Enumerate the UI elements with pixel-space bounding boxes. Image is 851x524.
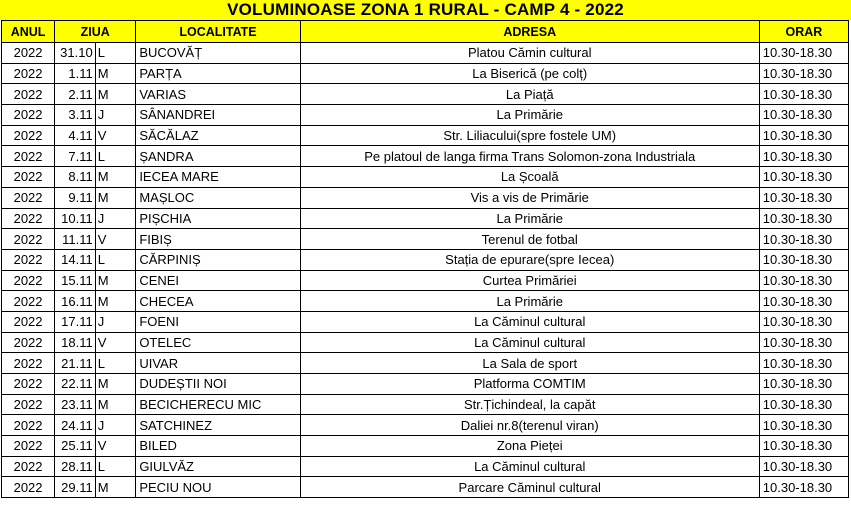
cell-date: 21.11 xyxy=(55,353,96,374)
cell-hours: 10.30-18.30 xyxy=(759,374,848,395)
cell-hours: 10.30-18.30 xyxy=(759,84,848,105)
cell-hours: 10.30-18.30 xyxy=(759,208,848,229)
table-row xyxy=(2,146,849,167)
cell-hours: 10.30-18.30 xyxy=(759,63,848,84)
cell-date: 4.11 xyxy=(55,125,96,146)
cell-year: 2022 xyxy=(2,229,55,250)
cell-year: 2022 xyxy=(2,105,55,126)
cell-locality: SATCHINEZ xyxy=(136,415,300,436)
cell-address: La Piață xyxy=(300,84,759,105)
cell-hours: 10.30-18.30 xyxy=(759,477,848,498)
cell-locality: SĂCĂLAZ xyxy=(136,125,300,146)
cell-address: Stația de epurare(spre Iecea) xyxy=(300,249,759,270)
cell-hours: 10.30-18.30 xyxy=(759,415,848,436)
column-header-locality: LOCALITATE xyxy=(136,21,300,43)
cell-date: 9.11 xyxy=(55,187,96,208)
cell-address: Daliei nr.8(terenul viran) xyxy=(300,415,759,436)
cell-address: La Primărie xyxy=(300,291,759,312)
cell-year: 2022 xyxy=(2,63,55,84)
cell-year: 2022 xyxy=(2,43,55,64)
column-header-year: ANUL xyxy=(2,21,55,43)
sheet-title: VOLUMINOASE ZONA 1 RURAL - CAMP 4 - 2022 xyxy=(0,0,851,20)
table-row xyxy=(2,249,849,270)
schedule-table xyxy=(1,20,849,498)
cell-hours: 10.30-18.30 xyxy=(759,249,848,270)
cell-year: 2022 xyxy=(2,84,55,105)
cell-address: Str. Liliacului(spre fostele UM) xyxy=(300,125,759,146)
cell-address: La Biserică (pe colț) xyxy=(300,63,759,84)
cell-day-of-week: L xyxy=(95,456,136,477)
cell-locality: IECEA MARE xyxy=(136,167,300,188)
cell-day-of-week: V xyxy=(95,229,136,250)
cell-day-of-week: V xyxy=(95,125,136,146)
cell-address: Curtea Primăriei xyxy=(300,270,759,291)
cell-day-of-week: J xyxy=(95,415,136,436)
cell-date: 10.11 xyxy=(55,208,96,229)
cell-address: Parcare Căminul cultural xyxy=(300,477,759,498)
cell-hours: 10.30-18.30 xyxy=(759,167,848,188)
cell-address: La Sala de sport xyxy=(300,353,759,374)
cell-address: Vis a vis de Primărie xyxy=(300,187,759,208)
cell-locality: SÂNANDREI xyxy=(136,105,300,126)
cell-locality: MAȘLOC xyxy=(136,187,300,208)
cell-hours: 10.30-18.30 xyxy=(759,146,848,167)
cell-locality: GIULVĂZ xyxy=(136,456,300,477)
table-row xyxy=(2,353,849,374)
cell-locality: ȘANDRA xyxy=(136,146,300,167)
cell-year: 2022 xyxy=(2,477,55,498)
cell-hours: 10.30-18.30 xyxy=(759,456,848,477)
cell-day-of-week: J xyxy=(95,311,136,332)
cell-day-of-week: M xyxy=(95,477,136,498)
cell-locality: PARȚA xyxy=(136,63,300,84)
cell-date: 3.11 xyxy=(55,105,96,126)
cell-year: 2022 xyxy=(2,167,55,188)
cell-hours: 10.30-18.30 xyxy=(759,332,848,353)
cell-day-of-week: L xyxy=(95,249,136,270)
cell-address: Str.Țichindeal, la capăt xyxy=(300,394,759,415)
cell-locality: BUCOVĂȚ xyxy=(136,43,300,64)
table-row xyxy=(2,394,849,415)
table-row xyxy=(2,43,849,64)
cell-date: 15.11 xyxy=(55,270,96,291)
cell-hours: 10.30-18.30 xyxy=(759,187,848,208)
cell-hours: 10.30-18.30 xyxy=(759,291,848,312)
table-row xyxy=(2,187,849,208)
cell-address: Zona Pieței xyxy=(300,436,759,457)
cell-date: 8.11 xyxy=(55,167,96,188)
cell-date: 24.11 xyxy=(55,415,96,436)
cell-day-of-week: V xyxy=(95,332,136,353)
cell-locality: BECICHERECU MIC xyxy=(136,394,300,415)
cell-year: 2022 xyxy=(2,208,55,229)
cell-day-of-week: J xyxy=(95,105,136,126)
cell-locality: FOENI xyxy=(136,311,300,332)
table-row xyxy=(2,311,849,332)
column-header-address: ADRESA xyxy=(300,21,759,43)
cell-locality: OTELEC xyxy=(136,332,300,353)
cell-year: 2022 xyxy=(2,291,55,312)
table-row xyxy=(2,332,849,353)
cell-day-of-week: V xyxy=(95,436,136,457)
table-row xyxy=(2,374,849,395)
cell-locality: FIBIȘ xyxy=(136,229,300,250)
cell-hours: 10.30-18.30 xyxy=(759,43,848,64)
cell-address: Terenul de fotbal xyxy=(300,229,759,250)
cell-year: 2022 xyxy=(2,374,55,395)
cell-day-of-week: M xyxy=(95,270,136,291)
cell-hours: 10.30-18.30 xyxy=(759,125,848,146)
cell-address: Pe platoul de langa firma Trans Solomon-zona Industriala xyxy=(300,146,759,167)
table-row xyxy=(2,270,849,291)
column-header-date: ZIUA xyxy=(55,21,136,43)
table-row xyxy=(2,456,849,477)
cell-day-of-week: L xyxy=(95,353,136,374)
cell-date: 7.11 xyxy=(55,146,96,167)
cell-day-of-week: M xyxy=(95,84,136,105)
table-row xyxy=(2,125,849,146)
table-row xyxy=(2,167,849,188)
table-row xyxy=(2,208,849,229)
cell-date: 14.11 xyxy=(55,249,96,270)
cell-date: 28.11 xyxy=(55,456,96,477)
table-row xyxy=(2,477,849,498)
cell-day-of-week: L xyxy=(95,43,136,64)
cell-day-of-week: M xyxy=(95,374,136,395)
cell-locality: BILED xyxy=(136,436,300,457)
cell-day-of-week: J xyxy=(95,208,136,229)
cell-date: 29.11 xyxy=(55,477,96,498)
cell-date: 11.11 xyxy=(55,229,96,250)
cell-hours: 10.30-18.30 xyxy=(759,105,848,126)
cell-date: 22.11 xyxy=(55,374,96,395)
cell-year: 2022 xyxy=(2,436,55,457)
table-row xyxy=(2,105,849,126)
cell-year: 2022 xyxy=(2,249,55,270)
table-row xyxy=(2,415,849,436)
column-header-hours: ORAR xyxy=(759,21,848,43)
cell-year: 2022 xyxy=(2,394,55,415)
cell-date: 1.11 xyxy=(55,63,96,84)
cell-locality: DUDEȘTII NOI xyxy=(136,374,300,395)
cell-year: 2022 xyxy=(2,146,55,167)
cell-year: 2022 xyxy=(2,187,55,208)
cell-address: La Primărie xyxy=(300,105,759,126)
cell-date: 23.11 xyxy=(55,394,96,415)
cell-address: La Primărie xyxy=(300,208,759,229)
cell-date: 25.11 xyxy=(55,436,96,457)
cell-year: 2022 xyxy=(2,311,55,332)
cell-date: 2.11 xyxy=(55,84,96,105)
cell-date: 16.11 xyxy=(55,291,96,312)
cell-address: Platforma COMTIM xyxy=(300,374,759,395)
cell-year: 2022 xyxy=(2,270,55,291)
cell-address: La Școală xyxy=(300,167,759,188)
cell-locality: VARIAS xyxy=(136,84,300,105)
cell-day-of-week: M xyxy=(95,63,136,84)
cell-hours: 10.30-18.30 xyxy=(759,229,848,250)
table-row xyxy=(2,436,849,457)
cell-day-of-week: M xyxy=(95,394,136,415)
cell-address: La Căminul cultural xyxy=(300,332,759,353)
cell-hours: 10.30-18.30 xyxy=(759,353,848,374)
table-row xyxy=(2,229,849,250)
cell-locality: CĂRPINIȘ xyxy=(136,249,300,270)
cell-locality: PIȘCHIA xyxy=(136,208,300,229)
cell-address: La Căminul cultural xyxy=(300,456,759,477)
cell-day-of-week: M xyxy=(95,291,136,312)
cell-hours: 10.30-18.30 xyxy=(759,394,848,415)
cell-year: 2022 xyxy=(2,456,55,477)
cell-date: 18.11 xyxy=(55,332,96,353)
cell-locality: CHECEA xyxy=(136,291,300,312)
header-row xyxy=(2,21,849,43)
cell-date: 31.10 xyxy=(55,43,96,64)
cell-hours: 10.30-18.30 xyxy=(759,311,848,332)
table-row xyxy=(2,84,849,105)
cell-day-of-week: L xyxy=(95,146,136,167)
cell-locality: UIVAR xyxy=(136,353,300,374)
cell-year: 2022 xyxy=(2,125,55,146)
cell-address: La Căminul cultural xyxy=(300,311,759,332)
cell-hours: 10.30-18.30 xyxy=(759,436,848,457)
cell-hours: 10.30-18.30 xyxy=(759,270,848,291)
cell-address: Platou Cămin cultural xyxy=(300,43,759,64)
table-row xyxy=(2,63,849,84)
cell-day-of-week: M xyxy=(95,167,136,188)
cell-year: 2022 xyxy=(2,353,55,374)
cell-date: 17.11 xyxy=(55,311,96,332)
table-row xyxy=(2,291,849,312)
cell-locality: CENEI xyxy=(136,270,300,291)
table-body xyxy=(2,43,849,498)
cell-year: 2022 xyxy=(2,415,55,436)
cell-locality: PECIU NOU xyxy=(136,477,300,498)
cell-year: 2022 xyxy=(2,332,55,353)
cell-day-of-week: M xyxy=(95,187,136,208)
